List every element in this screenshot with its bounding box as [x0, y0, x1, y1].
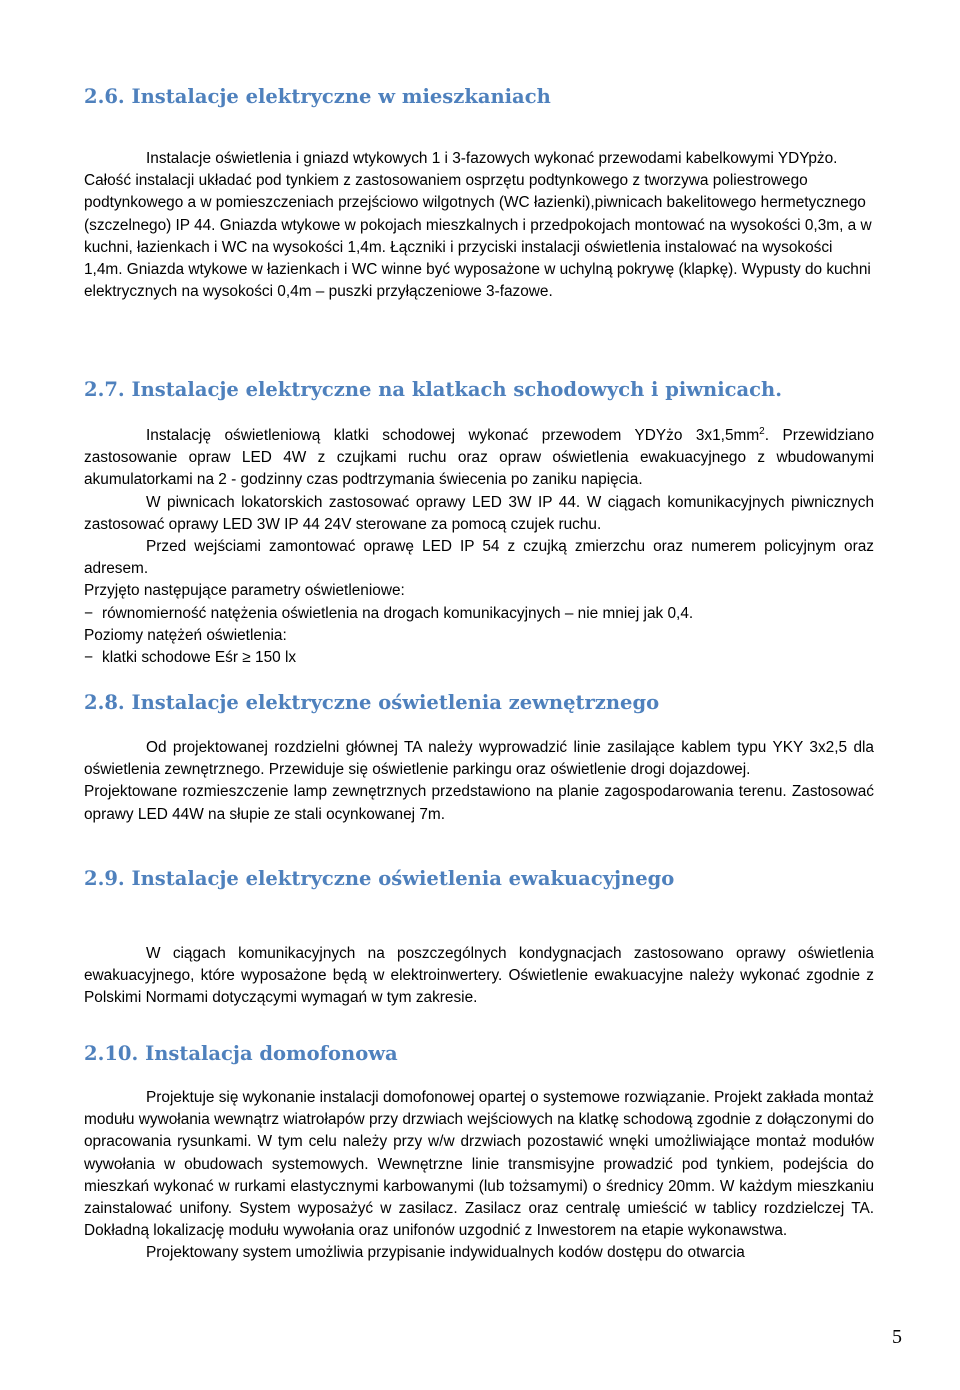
bullet-dash: − [84, 604, 93, 622]
superscript: 2 [759, 425, 765, 437]
paragraph: Projektowane rozmieszczenie lamp zewnętrznych przedstawiono na planie zagospodarowania terenu. Zastosować oprawy LED 44W na słupie ze stali ocynkowanej 7m. [84, 783, 874, 823]
list-item-text: równomierność natężenia oświetlenia na drogach komunikacyjnych – nie mniej jak 0,4. [102, 604, 694, 622]
section-heading-2-10: 2.10. Instalacja domofonowa [84, 1042, 398, 1065]
paragraph: Projektuje się wykonanie instalacji domofonowej opartej o systemowe rozwiązanie. Projekt zakłada montaż modułu wywołania wewnątrz wiatrołapów przy drzwiach wejściowych na klatkę schodową zgodnie z dołączonymi do opracowania rysunkami. W tym celu należy przy w/w drzwiach pozostawić wnęki umożliwiające montaż modułów wywołania w obudowach systemowych. Wewnętrzne linie transmisyjne prowadzić pod tynkiem, podejścia do mieszkań wykonać w rurkami elastycznymi karbowanymi (lub tożsamymi) o średnicy 20mm. W każdym mieszkaniu zainstalować unifony. System wyposażyć w zasilacz. Zasilacz oraz centralę umieścić w tablicy rozdzielczej TA. Dokładną lokalizację modułu wywołania oraz unifonów uzgodnić z Inwestorem na etapie wykonawstwa. [84, 1089, 874, 1240]
paragraph-part: . Przewidziano zastosowanie opraw LED 4W z czujkami ruchu oraz opraw oświetlenia ewakuacyjnego z wbudowanymi akumulatorkami na 2 - godzinny czas podtrzymania świecenia po zaniku napięcia. [84, 427, 874, 489]
list-item-text: klatki schodowe Eśr ≥ 150 lx [102, 649, 297, 667]
page-number: 5 [892, 1326, 902, 1348]
paragraph-part: Instalacje oświetlenia i gniazd wtykowych 1 i 3-fazowych wykonać przewodami kabelkowymi YDYpżo. Całość instalacji układać pod tynkiem z zastosowaniem osprzętu podtynkowego z tworzywa poliestrowego podtynkowego a w pomieszczeniach przejściowo wilgotnych (WC łazienki),piwnicach bakelitowego hermetycznego (szczelnego) IP 44. [84, 150, 866, 234]
paragraph: W ciągach komunikacyjnych na poszczególnych kondygnacjach zastosowano oprawy oświetlenia ewakuacyjnego, które wyposażone będą w elektroinwertery. Oświetlenie ewakuacyjne należy wykonać zgodnie z Polskimi Normami dotyczącymi wymagań w tym zakresie. [84, 945, 874, 1007]
section-body-2-10 [84, 1087, 874, 1265]
paragraph: Poziomy natężeń oświetlenia: [84, 626, 287, 644]
paragraph: Przed wejściami zamontować oprawę LED IP 54 z czujką zmierzchu oraz numerem policyjnym oraz adresem. [84, 538, 874, 578]
section-body-2-9 [84, 943, 874, 1010]
section-body-2-8 [84, 737, 874, 826]
paragraph-part: Instalację oświetleniową klatki schodowej wykonać przewodem YDYżo 3x1,5mm [146, 427, 760, 444]
list-item [84, 647, 874, 669]
paragraph [84, 148, 874, 303]
section-body-2-7 [84, 425, 874, 669]
section-heading-2-6: 2.6. Instalacje elektryczne w mieszkaniach [84, 85, 551, 108]
section-body-2-6 [84, 148, 874, 303]
paragraph: Projektowany system umożliwia przypisanie indywidualnych kodów dostępu do otwarcia [146, 1244, 745, 1262]
paragraph-part: Gniazda wtykowe w pokojach mieszkalnych i przedpokojach montować na wysokości 0,3m, a w kuchni, łazienkach i WC na wysokości 1,4m. Łączniki i przyciski instalacji oświetlenia instalować na wysokości 1,4m. Gniazda wtykowe w łazienkach i WC winne być wyposażone w uchylną pokrywę (klapkę). Wypusty do kuchni elektrycznych na wysokości 0,4m – puszki przyłączeniowe 3-fazowe. [84, 216, 872, 301]
section-heading-2-8: 2.8. Instalacje elektryczne oświetlenia zewnętrznego [84, 691, 660, 714]
paragraph: W piwnicach lokatorskich zastosować oprawy LED 3W IP 44. W ciągach komunikacyjnych piwnicznych zastosować oprawy LED 3W IP 44 24V sterowane za pomocą czujek ruchu. [84, 493, 874, 533]
paragraph: Od projektowanej rozdzielni głównej TA należy wyprowadzić linie zasilające kablem typu YKY 3x2,5 dla oświetlenia zewnętrznego. Przewiduje się oświetlenie parkingu oraz oświetlenie drogi dojazdowej. [84, 739, 874, 779]
section-heading-2-9: 2.9. Instalacje elektryczne oświetlenia ewakuacyjnego [84, 867, 675, 890]
bullet-dash: − [84, 649, 93, 667]
paragraph [84, 425, 874, 492]
paragraph: Przyjęto następujące parametry oświetleniowe: [84, 582, 405, 600]
list-item [84, 603, 874, 625]
section-heading-2-7: 2.7. Instalacje elektryczne na klatkach schodowych i piwnicach. [84, 378, 782, 401]
